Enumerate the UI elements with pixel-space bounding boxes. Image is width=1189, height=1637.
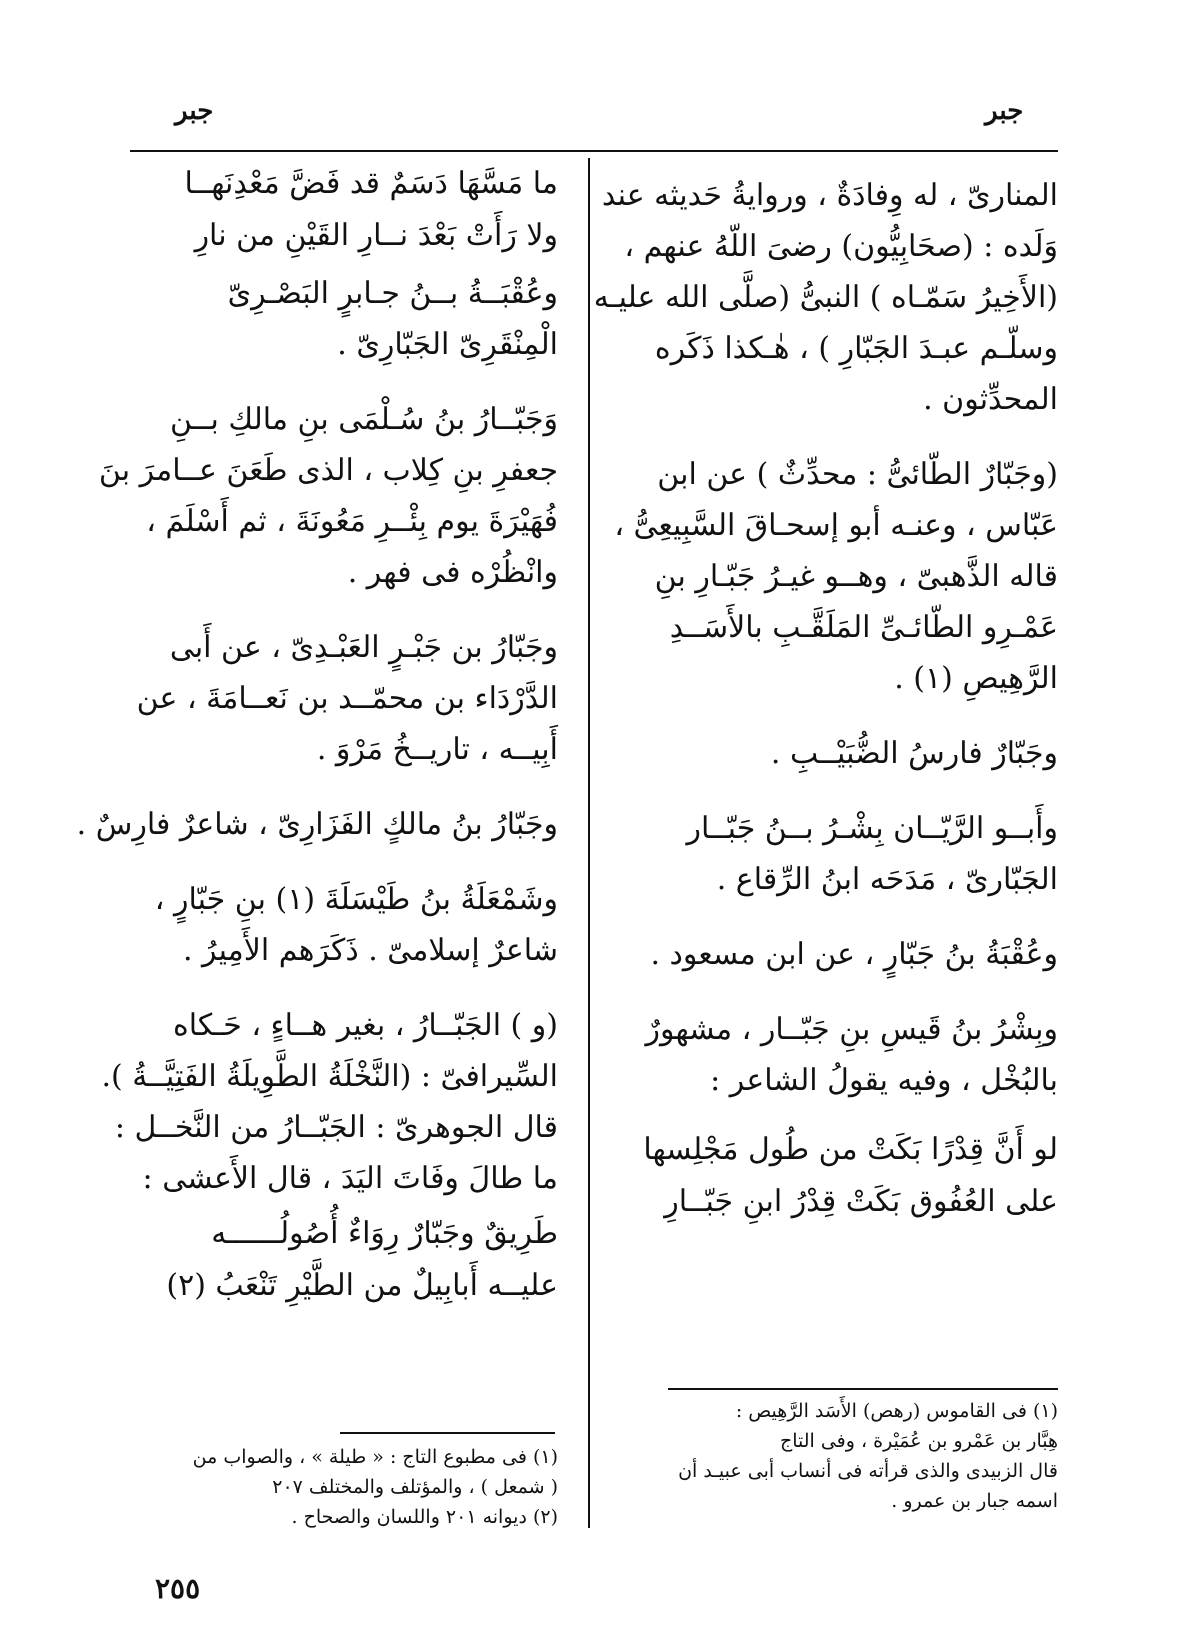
verse-line: على العُفُوق بَكَتْ قِدْرُ ابنِ جَبّــارِ [664,1184,1058,1219]
text-line: الْمِنْقَرِىّ الجَبّارِىّ . [337,327,558,362]
text-line: الجَبّارىّ ، مَدَحَه ابنُ الرِّقاع . [716,862,1058,897]
paragraph-gap [130,976,558,1000]
footnotes-left [130,1442,558,1532]
text-line: بالبُخْل ، وفيه يقولُ الشاعر : [710,1063,1058,1098]
text-line: المحدِّثون . [923,382,1058,417]
left-column-verse-top [130,158,558,262]
footnote-line: (٢) ديوانه ٢٠١ واللسان والصحاح . [291,1506,558,1528]
text-line: المنارىّ ، له وِفادَةٌ ، وروايةُ حَديثه عند [601,178,1058,213]
text-line: وانْظُرْه فى فهر . [347,555,558,590]
verse-line: عليــه أَبابِيلٌ من الطَّيْرِ تَنْعَبُ (٢) [166,1268,558,1303]
running-head-right: جبر [985,96,1024,126]
text-line: الرَّهِيصِ (١) . [894,661,1058,696]
text-line: أَبِيــه ، تاريــخُ مَرْوَ . [316,732,558,767]
text-line: وشَمْعَلَةُ بنُ طَيْسَلَةَ (١) بنِ جَبّارٍ ، [154,882,558,917]
running-head-left: جبر [175,96,214,126]
text-line: فُهَيْرَةَ يوم بِئْــرِ مَعُونَةَ ، ثم أَسْلَمَ ، [146,504,558,539]
footnote-line: هِبَّار بن عَمْرو بن عُمَيْرة ، وفى التاج [779,1430,1058,1452]
paragraph-gap [130,850,558,874]
paragraph-gap [130,775,558,799]
footnote-rule-right [668,1388,1058,1390]
verse-line: طَرِيقٌ وجَبّارٌ رِوَاءٌ أُصُولُــــــه [211,1216,558,1251]
text-line: ما طالَ وفَاتَ اليَدَ ، قال الأَعشى : [142,1161,558,1196]
left-column-verse-bottom [130,1208,558,1312]
text-line: وعُقْبَــةُ بــنُ جـابرٍ البَصْـرِىّ [227,276,558,311]
right-column-text [593,170,1058,1106]
footnote-line: (١) فى مطبوع التاج : « طيلة » ، والصواب من [192,1446,558,1468]
footnote-line: (١) فى القاموس (رهص) الأَسَد الرَّهِيص : [735,1400,1058,1422]
paragraph-gap [628,425,1058,449]
text-line: (و ) الجَبّــارُ ، بغير هــاءٍ ، حَـكاه [173,1008,558,1043]
paragraph-gap [130,370,558,394]
text-line: عَمْـرِو الطّائـىِّ المَلَقَّـبِ بالأَسَــدِ [669,610,1058,645]
left-column [76,158,558,1312]
text-line: وعُقْبَةُ بنُ جَبّارٍ ، عن ابن مسعود . [650,937,1058,972]
text-line: وجَبّارُ بن جَبْـرٍ العَبْـدِىّ ، عن أَبى [169,630,558,665]
verse-line: ولا رَأَتْ بَعْدَ نــارِ القَيْنِ من نارِ [194,218,558,253]
text-line: قال الجوهرىّ : الجَبّــارُ من النَّخــل : [114,1110,558,1145]
verse-line: ما مَسَّهَا دَسَمٌ قد فَضَّ مَعْدِنَهــا [184,166,558,201]
text-line: وجَبّارٌ فارسُ الضُّبَيْــبِ . [770,736,1058,771]
footnote-line: اسمه جبار بن عمرو . [891,1490,1058,1512]
text-line: قاله الذَّهبىّ ، وهــو غيـرُ جَبّـارِ بنِ [654,559,1058,594]
footnote-line: ( شمعل ) ، والمؤتلف والمختلف ٢٠٧ [272,1476,558,1498]
right-column-verse [628,1124,1058,1228]
header-rule [130,150,1058,152]
text-line: (الأَخِيرُ سَمّـاه ) النبىُّ (صلَّى الله عليـه [593,280,1058,315]
text-line: وجَبّارُ بنُ مالكٍ الفَزَارِىّ ، شاعرٌ فارِسٌ . [76,807,558,842]
text-line: السِّيرافىّ : (النَّخْلَةُ الطَّوِيلَةُ الفَتِيَّــةُ ). [101,1059,558,1094]
text-line: شاعرٌ إسلامىّ . ذَكَرَهم الأَمِيرُ . [182,933,558,968]
text-line: (وجَبّارٌ الطّائىُّ : محدِّثٌ ) عن ابن [657,457,1058,492]
verse-line: لو أَنَّ قِدْرًا بَكَتْ من طُول مَجْلِسها [643,1132,1058,1167]
footnotes-right [628,1396,1058,1516]
footnote-line: قال الزبيدى والذى قرأته فى أنساب أبى عبيـد أن [678,1460,1058,1482]
paragraph-gap [628,704,1058,728]
column-divider [588,158,590,1528]
text-line: وبِشْرُ بنُ قَيسِ بنِ جَبّــار ، مشهورٌ [645,1012,1058,1047]
right-column [593,170,1058,1228]
left-column-text [76,268,558,1204]
paragraph-gap [628,980,1058,1004]
text-line: وَلَده : (صحَابِيُّون) رضىَ اللّهُ عنهم ، [624,229,1058,264]
text-line: وَجَبّــارُ بنُ سُـلْمَى بنِ مالكِ بــنِ [170,402,558,437]
text-line: عَبّاس ، وعنـه أبو إسحـاقَ السَّبِيعِىُّ ، [614,508,1058,543]
text-line: جعفرِ بنِ كِلاب ، الذى طَعَنَ عــامرَ بنَ [98,453,558,488]
text-line: الدَّرْدَاء بن محمّــد بن نَعــامَةَ ، عن [136,681,558,716]
paragraph-gap [628,779,1058,803]
footnote-rule-left [340,1432,555,1434]
page-number: ٢٥٥ [155,1572,201,1605]
paragraph-gap [628,905,1058,929]
text-line: وسلّـم عبـدَ الجَبّارِ ) ، هٰـكذا ذَكَره [654,331,1058,366]
paragraph-gap [130,598,558,622]
text-line: وأَبــو الرَّيّــان بِشْـرُ بــنُ جَبّــار [686,811,1058,846]
